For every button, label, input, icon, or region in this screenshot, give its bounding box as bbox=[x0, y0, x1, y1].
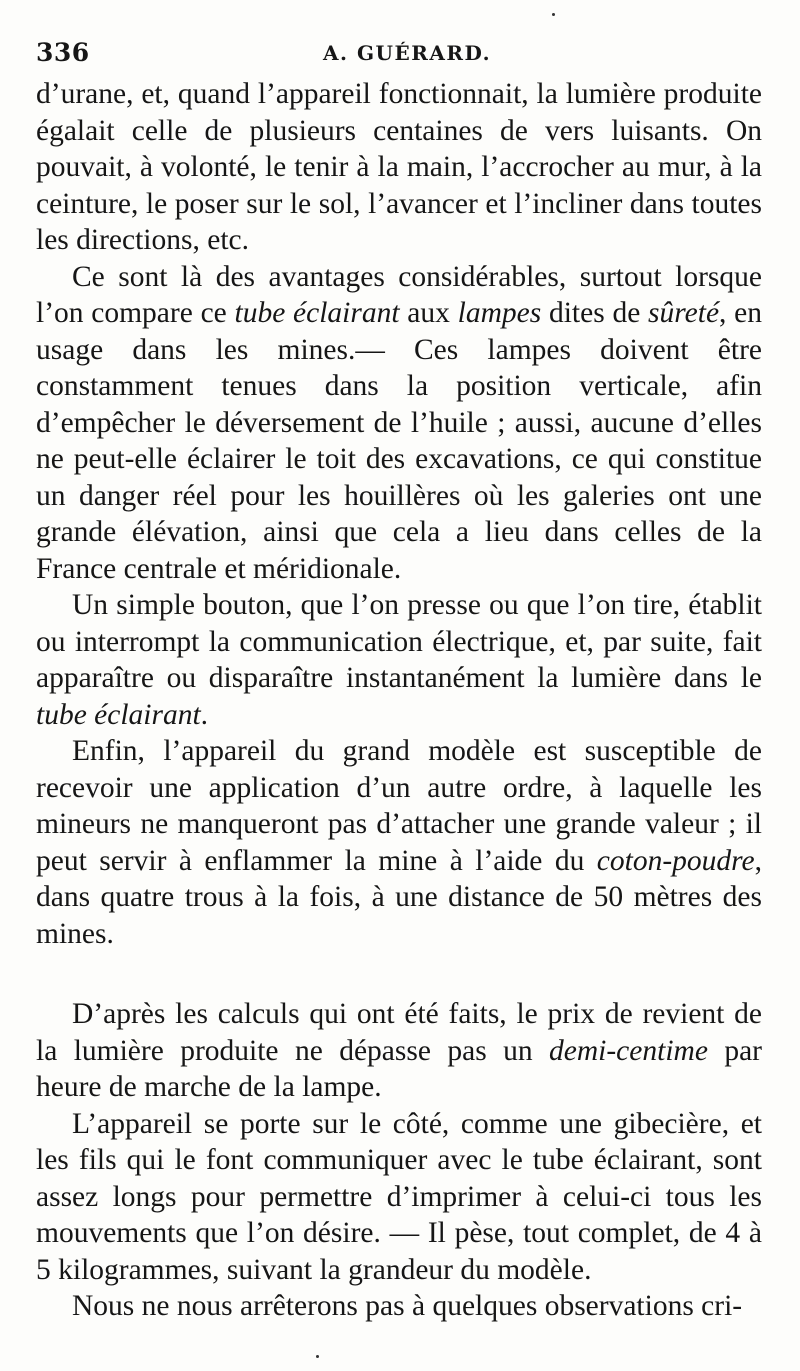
ink-speck bbox=[552, 13, 555, 16]
paragraph-5 bbox=[36, 996, 762, 1106]
text-segment: par heure de marche de la lampe. bbox=[36, 1034, 763, 1103]
italic-term: lampes bbox=[457, 297, 542, 329]
text-segment: dites de bbox=[541, 297, 649, 329]
text-segment: Nous ne nous arrêterons pas à quelques observations cri- bbox=[72, 1290, 743, 1322]
section-gap bbox=[36, 952, 762, 996]
italic-term: coton-poudre bbox=[596, 844, 755, 877]
italic-term: sûreté bbox=[648, 297, 720, 329]
paragraph-1 bbox=[36, 76, 762, 259]
text-segment: L’appareil se porte sur le côté, comme une gibecière, et les fils qui le font communiquer avec le tube éclairant, sont assez longs pour permettre d’imprimer à celui-ci tous les mouvements que l’on désire. — Il pèse, tout complet, de 4 à 5 kilogrammes, suivant la grandeur du modèle. bbox=[36, 1107, 762, 1286]
text-segment: Un simple bouton, que l’on presse ou que l’on tire, établit ou interrompt la communication électrique, et, par suite, fait apparaître ou disparaître instantanément la lumière dans le bbox=[36, 589, 762, 694]
paragraph-3 bbox=[36, 587, 762, 733]
text-segment: Ce sont là des avantages considérables, surtout lorsque l’on compare ce bbox=[36, 260, 762, 329]
paragraph-2 bbox=[36, 259, 762, 588]
body-text bbox=[36, 76, 762, 1325]
text-segment: . bbox=[200, 698, 209, 731]
running-head: A. GUÉRARD. bbox=[323, 41, 492, 65]
text-segment: D’après les calculs qui ont été faits, le prix de revient de la lumière produite ne dépasse pas un bbox=[36, 998, 762, 1067]
paragraph-4 bbox=[36, 733, 762, 952]
text-segment: , dans quatre trous à la fois, à une distance de 50 mètres des mines. bbox=[36, 844, 762, 950]
italic-term: demi-centime bbox=[549, 1034, 708, 1067]
paragraph-7 bbox=[36, 1288, 762, 1325]
paragraph-6 bbox=[36, 1106, 762, 1289]
ink-speck bbox=[316, 1355, 319, 1358]
text-segment: aux bbox=[399, 297, 458, 329]
page-number: 336 bbox=[36, 38, 90, 67]
text-segment: Enfin, l’appareil du grand modèle est susceptible de recevoir une application d’un autre ordre, à laquelle les mineurs ne manqueront pas d’attacher une grande valeur ; il peut servir à enflammer la mine à l’aide du bbox=[36, 735, 762, 877]
italic-term: tube éclairant bbox=[234, 297, 400, 329]
italic-term: tube éclairant bbox=[36, 698, 201, 731]
text-segment: d’urane, et, quand l’appareil fonctionnait, la lumière produite égalait celle de plusieurs centaines de vers luisants. On pouvait, à volonté, le tenir à la main, l’accrocher au mur, à la ceinture, le poser sur le sol, l’avancer et l’incliner dans toutes les directions, etc. bbox=[36, 78, 762, 256]
page-header bbox=[36, 38, 756, 74]
text-segment: , en usage dans les mines.— Ces lampes doivent être constamment tenues dans la position verticale, afin d’empêcher le déversement de l’huile ; aussi, aucune d’elles ne peut-elle éclairer le toit des excavations, ce qui constitue un danger réel pour les houillères où les galeries ont une grande élévation, ainsi que cela a lieu dans celles de la France centrale et méridionale. bbox=[36, 297, 763, 585]
